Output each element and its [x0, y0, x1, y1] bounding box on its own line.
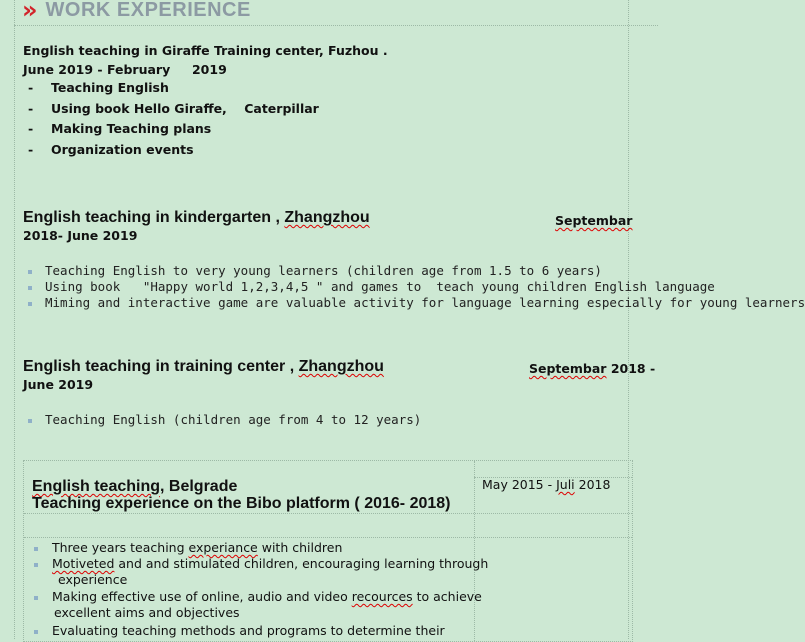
job-date-start: Septembar [555, 213, 633, 228]
job-date-start: Septembar 2018 - [529, 361, 656, 376]
list-item: Using book "Happy world 1,2,3,4,5 " and games to teach young children English language [28, 279, 715, 294]
list-item: Making effective use of online, audio and video recources to achieve excellent aims and objectives [34, 589, 482, 621]
job-date-end: June 2019 [23, 377, 94, 392]
list-item: - Making Teaching plans [28, 121, 212, 136]
list-item: Three years teaching experiance with children [34, 540, 342, 556]
header-divider [14, 25, 658, 26]
list-item: Teaching English (children age from 4 to 12 years) [28, 412, 421, 427]
section-title: WORK EXPERIENCE [45, 0, 251, 21]
job-belgrade-table [23, 460, 633, 642]
list-item: - Teaching English [28, 80, 169, 95]
list-item: - Using book Hello Giraffe, Caterpillar [28, 101, 319, 116]
job-title: English teaching in kindergarten , Zhangzhou [23, 209, 370, 226]
job-dates: May 2015 - Juli 2018 [482, 477, 611, 492]
job-title: English teaching in training center , Zhangzhou [23, 358, 384, 375]
list-item: Motiveted and and stimulated children, encouraging learning through experience [34, 556, 488, 588]
list-item: Teaching English to very young learners (children age from 1.5 to 6 years) [28, 263, 602, 278]
job-subtitle: Teaching experience on the Bibo platform ( 2016- 2018) [32, 495, 451, 512]
section-header [22, 0, 251, 23]
job-title: English teaching in Giraffe Training center, Fuzhou . [23, 43, 388, 58]
list-item: - Organization events [28, 142, 194, 157]
list-item: Evaluating teaching methods and programs to determine their [34, 623, 445, 639]
job-title: English teaching, Belgrade [32, 478, 238, 495]
chevron-icon: » [22, 0, 32, 24]
left-margin-line [14, 0, 15, 639]
job-date-end: 2018- June 2019 [23, 228, 138, 243]
job-dates: June 2019 - February 2019 [23, 62, 227, 77]
list-item: Miming and interactive game are valuable activity for language learning especially for young learners [28, 295, 805, 310]
